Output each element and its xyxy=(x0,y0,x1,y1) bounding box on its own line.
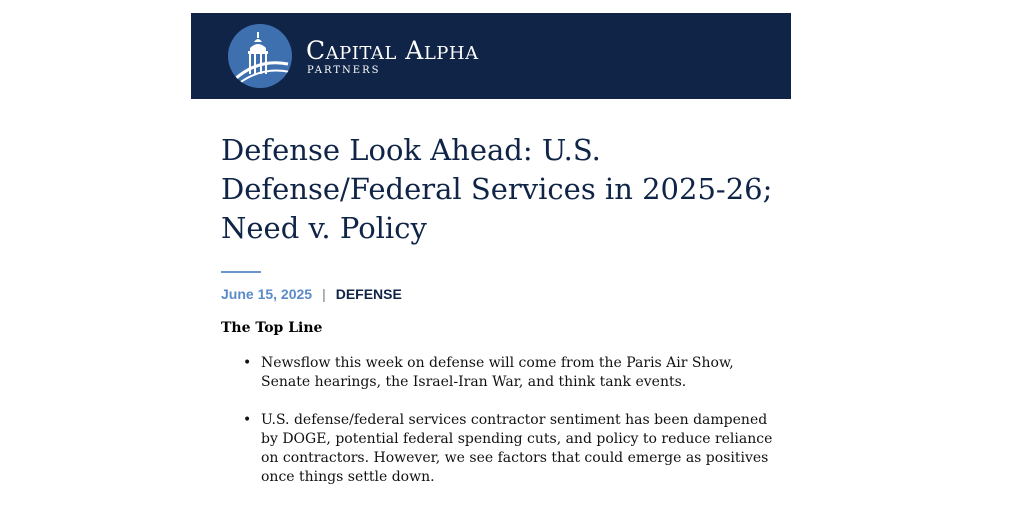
header-band xyxy=(191,13,791,99)
list-item: • Newsflow this week on defense will come from the Paris Air Show, Senate hearings, the Israel-Iran War, and think tank events. xyxy=(243,354,773,392)
article-date: June 15, 2025 xyxy=(221,286,313,302)
section-heading: The Top Line xyxy=(221,320,323,336)
title-divider xyxy=(221,271,261,273)
top-line-list xyxy=(243,354,773,506)
article-title: Defense Look Ahead: U.S. Defense/Federal Services in 2025-26; Need v. Policy xyxy=(221,133,773,245)
article-meta xyxy=(221,285,402,303)
meta-separator: | xyxy=(322,286,326,302)
capitol-dome-icon xyxy=(228,24,292,88)
brand-name: Capital Alpha xyxy=(306,36,479,65)
list-item: • U.S. defense/federal services contractor sentiment has been dampened by DOGE, potential federal spending cuts, and policy to reduce reliance on contractors. However, we see factors that could emerge as positives once things settle down. xyxy=(243,411,773,487)
article-category: DEFENSE xyxy=(335,286,402,302)
brand-subtitle: PARTNERS xyxy=(307,65,381,76)
